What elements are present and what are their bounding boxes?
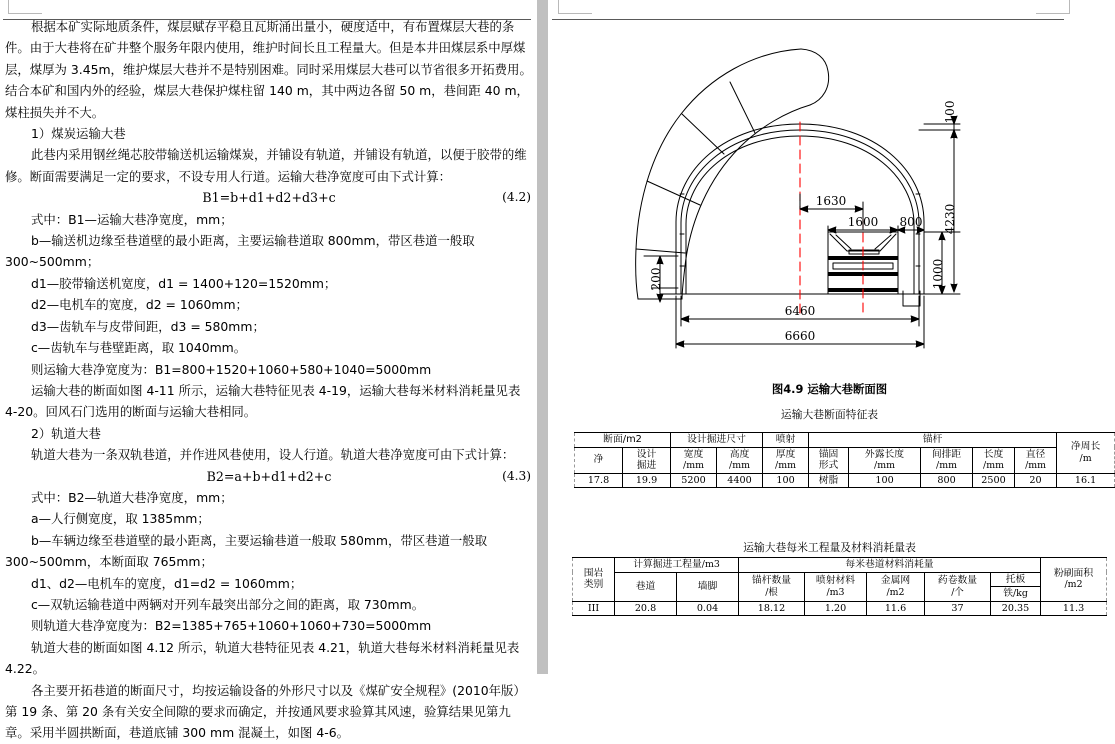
arrow-200-top <box>657 256 663 264</box>
table1-group-shotcrete: 喷射 <box>763 433 809 448</box>
arrow-6660-right <box>916 341 924 347</box>
table1-col-thickness: 厚度 /mm <box>763 447 809 473</box>
page-gutter-scroll-band[interactable] <box>537 0 548 674</box>
dim-label-6460: 6460 <box>784 304 816 318</box>
equation-4-2-body: B1=b+d1+d2+d3+c <box>202 190 336 206</box>
heading-coal-transport-drift: 1）煤炭运输大巷 <box>31 126 126 142</box>
dim-label-1000: 1000 <box>931 258 945 290</box>
paragraph-d1d2-def: d1、d2—电机车的宽度，d1=d2 = 1060mm； <box>31 575 303 591</box>
paragraph-track-section-ref: 轨道大巷的断面如图 4.12 所示，轨道大巷特征见表 4.21，轨道大巷每米材料消耗量见表 4.22。 <box>5 639 520 677</box>
table1-cell-anchor-type: 树脂 <box>809 473 849 488</box>
paragraph-c-def-2: c—双轨运输巷道中两辆对开列车最突出部分之间的距离，取 730mm。 <box>31 596 425 612</box>
table1-col-design-excavation: 设计 掘进 <box>623 447 671 473</box>
drainage-ditch <box>903 291 920 306</box>
table1-cell-net-perimeter: 16.1 <box>1057 473 1115 488</box>
table2-cell-metal-mesh: 11.6 <box>867 601 925 616</box>
table2-cell-roadway: 20.8 <box>615 601 677 616</box>
table1-cell-exposed-length: 100 <box>849 473 921 488</box>
table2-group-plaster-area: 粉刷面积 /m2 <box>1041 558 1107 602</box>
bolt-fan-inner-edge <box>682 105 810 299</box>
crop-mark-top-left-horizontal <box>8 13 42 14</box>
table1-col-length: 长度 /mm <box>973 447 1015 473</box>
table1-group-anchor-bolt: 锚杆 <box>809 433 1057 448</box>
arrow-1630-left <box>800 206 808 212</box>
paragraph-b-def: b—输送机边缘至巷道壁的最小距离，主要运输巷道取 800mm，带区巷道一般取300~500mm； <box>5 233 475 270</box>
dim-label-6660: 6660 <box>784 329 816 343</box>
paragraph-b1-def: 式中：B1—运输大巷净宽度，mm； <box>31 211 233 227</box>
table2-group-excavation-volume: 计算掘进工程量/m3 <box>615 558 739 573</box>
bolt-rib-3 <box>647 181 700 205</box>
paragraph-d1-def: d1—胶带输送机宽度，d1 = 1400+120=1520mm； <box>31 275 337 291</box>
table2-col-roadway: 巷道 <box>615 572 677 601</box>
table2-col-bolt-quantity: 锚杆数量 /根 <box>739 572 805 601</box>
dim-label-4230: 4230 <box>943 203 957 235</box>
table1-group-design-size: 设计掘进尺寸 <box>671 433 763 448</box>
table2-caption: 运输大巷每米工程量及材料消耗量表 <box>743 541 916 554</box>
table2-cell-plaster-area: 11.3 <box>1041 601 1107 616</box>
arrow-4230-top <box>951 130 957 138</box>
dim-label-200: 200 <box>649 267 663 291</box>
table2-group-rock-class: 围岩 类别 <box>573 558 615 602</box>
dim-label-1630: 1630 <box>815 194 847 208</box>
arrow-1630-right <box>855 206 863 212</box>
cross-section-characteristics-table <box>574 432 1115 488</box>
dim-label-1600: 1600 <box>847 215 879 229</box>
paragraph-intro: 根据本矿实际地质条件，煤层赋存平稳且瓦斯涌出量小，硬度适中，有布置煤层大巷的条件。由于大巷将在矿井整个服务年限内使用，维护时间长且工程量大。但是本井田煤层系中厚煤层，煤厚为 3.45m，维护煤层大巷并不是特别困难。同时采用煤层大巷可以节省很多开拓费用。结合本矿和国内外的经验，煤层大巷保护煤柱留 140 m，其中两边各留 50 m，巷间距 40 m，煤柱损失并不大。 <box>5 19 532 120</box>
table1-subheader-row <box>575 447 1115 473</box>
equation-4-2 <box>5 187 533 208</box>
table1-cell-net: 17.8 <box>575 473 623 488</box>
table1-caption: 运输大巷断面特征表 <box>780 408 879 421</box>
table1-data-row <box>575 473 1115 488</box>
table1-cell-design-excavation: 19.9 <box>623 473 671 488</box>
paragraph-d2-def: d2—电机车的宽度，d2 = 1060mm； <box>31 297 248 313</box>
table2-data-row <box>573 601 1107 616</box>
paragraph-b1-result: 则运输大巷净宽度为：B1=800+1520+1060+580+1040=5000mm <box>31 361 432 377</box>
table2-group-material-consumption: 每米巷道材料消耗量 <box>739 558 1041 573</box>
table2-col-shotcrete-material: 喷射材料 /m3 <box>805 572 867 601</box>
table1-cell-length: 2500 <box>973 473 1015 488</box>
table1-col-exposed-length: 外露长度 /mm <box>849 447 921 473</box>
table2-col-wall-foot: 墙脚 <box>677 572 739 601</box>
paragraph-belt-conveyor: 此巷内采用钢丝绳芯胶带输送机运输煤炭，并铺设有轨道，并铺设有轨道，以便于胶带的维修。断面需要满足一定的要求，不设专用人行道。运输大巷净宽度可由下式计算： <box>5 147 527 184</box>
table1-col-net: 净 <box>575 447 623 473</box>
table1-cell-height: 4400 <box>717 473 763 488</box>
equation-4-3 <box>5 466 533 487</box>
table2-cell-shotcrete-material: 1.20 <box>805 601 867 616</box>
table1-cell-thickness: 100 <box>763 473 809 488</box>
dim-label-100: 100 <box>943 100 957 124</box>
arrow-6660-left <box>676 341 684 347</box>
arrow-6460-left <box>681 316 689 322</box>
paragraph-c-def: c—齿轨车与巷壁距离，取 1040mm。 <box>31 340 247 356</box>
document-page-right <box>548 0 1111 674</box>
paragraph-d3-def: d3—齿轨车与皮带间距，d3 = 580mm； <box>31 318 265 334</box>
table2-col-metal-mesh: 金属网 /m2 <box>867 572 925 601</box>
table1-col-width: 宽度 /mm <box>671 447 717 473</box>
table2-col-cartridge-quantity: 药卷数量 /个 <box>925 572 991 601</box>
table2-subheader-row <box>573 572 1107 601</box>
table1-cell-spacing: 800 <box>921 473 973 488</box>
table2-group-header-row <box>573 558 1107 573</box>
equation-4-3-body: B2=a+b+d1+d2+c <box>206 468 332 484</box>
table1-col-spacing: 间排距 /mm <box>921 447 973 473</box>
tunnel-cross-section-drawing <box>548 4 1111 382</box>
document-page-left <box>0 0 537 741</box>
bolt-rib-1 <box>730 82 755 133</box>
table1-col-anchor-type: 锚固 形式 <box>809 447 849 473</box>
table1-group-net-perimeter: 净周长 /m <box>1057 433 1115 474</box>
tunnel-cross-section-figure <box>548 4 1111 382</box>
bolt-rib-4 <box>636 249 685 253</box>
equation-4-3-number: (4.3) <box>502 468 531 483</box>
table2-cell-rock-class: III <box>573 601 615 616</box>
paragraph-track-drift: 轨道大巷为一条双轨巷道，并作进风巷使用，设人行道。轨道大巷净宽度可由下式计算： <box>31 447 515 463</box>
table1-col-diameter: 直径 /mm <box>1015 447 1057 473</box>
paragraph-b2-def: 式中：B2—轨道大巷净宽度，mm； <box>31 489 233 505</box>
paragraph-section-ref: 运输大巷的断面如图 4-11 所示，运输大巷特征见表 4-19，运输大巷每米材料消耗量见表 4-20。回风石门选用的断面与运输大巷相同。 <box>5 382 521 420</box>
table2-cell-backing-plate: 20.35 <box>991 601 1041 616</box>
paragraph-a-def: a—人行侧宽度，取 1385mm； <box>31 511 210 527</box>
table1-group-section: 断面/m2 <box>575 433 671 448</box>
table2-cell-cartridge-quantity: 37 <box>925 601 991 616</box>
table2-cell-bolt-quantity: 18.12 <box>739 601 805 616</box>
arrow-200-bottom <box>657 294 663 302</box>
table1-cell-width: 5200 <box>671 473 717 488</box>
table2-col-backing-plate: 托板 铁/kg <box>991 572 1041 601</box>
arrow-6460-right <box>911 316 919 322</box>
table1-col-height: 高度 /mm <box>717 447 763 473</box>
arrow-4230-bottom <box>951 284 957 292</box>
paragraph-b-def-2: b—车辆边缘至巷道壁的最小距离，主要运输巷道一般取 580mm，带区巷道一般取300~500mm，本断面取 765mm； <box>5 532 488 570</box>
bolt-fan-top-cap <box>801 49 829 105</box>
crop-mark-top-left-vertical <box>8 0 9 14</box>
figure-caption: 图4.9 运输大巷断面图 <box>771 382 888 396</box>
material-consumption-table <box>572 557 1107 616</box>
left-page-text-column <box>5 16 533 744</box>
conveyor-band-upper <box>828 256 898 260</box>
heading-track-drift: 2）轨道大巷 <box>31 425 101 441</box>
table2-cell-wall-foot: 0.04 <box>677 601 739 616</box>
dim-label-800: 800 <box>899 215 923 229</box>
equation-4-2-number: (4.2) <box>502 190 531 205</box>
paragraph-safety-regulation: 各主要开拓巷道的断面尺寸，均按运输设备的外形尺寸以及《煤矿安全规程》(2010年版）第 19 条、第 20 条有关安全间隙的要求而确定，并按通风要求验算其风速，验算结果见第九章。采用半圆拱断面，巷道底铺 300 mm 混凝土，如图 4-6。 <box>5 682 526 741</box>
table1-cell-diameter: 20 <box>1015 473 1057 488</box>
table1-group-header-row <box>575 433 1115 448</box>
paragraph-b2-result: 则轨道大巷净宽度为：B2=1385+765+1060+1060+730=5000mm <box>31 618 432 634</box>
